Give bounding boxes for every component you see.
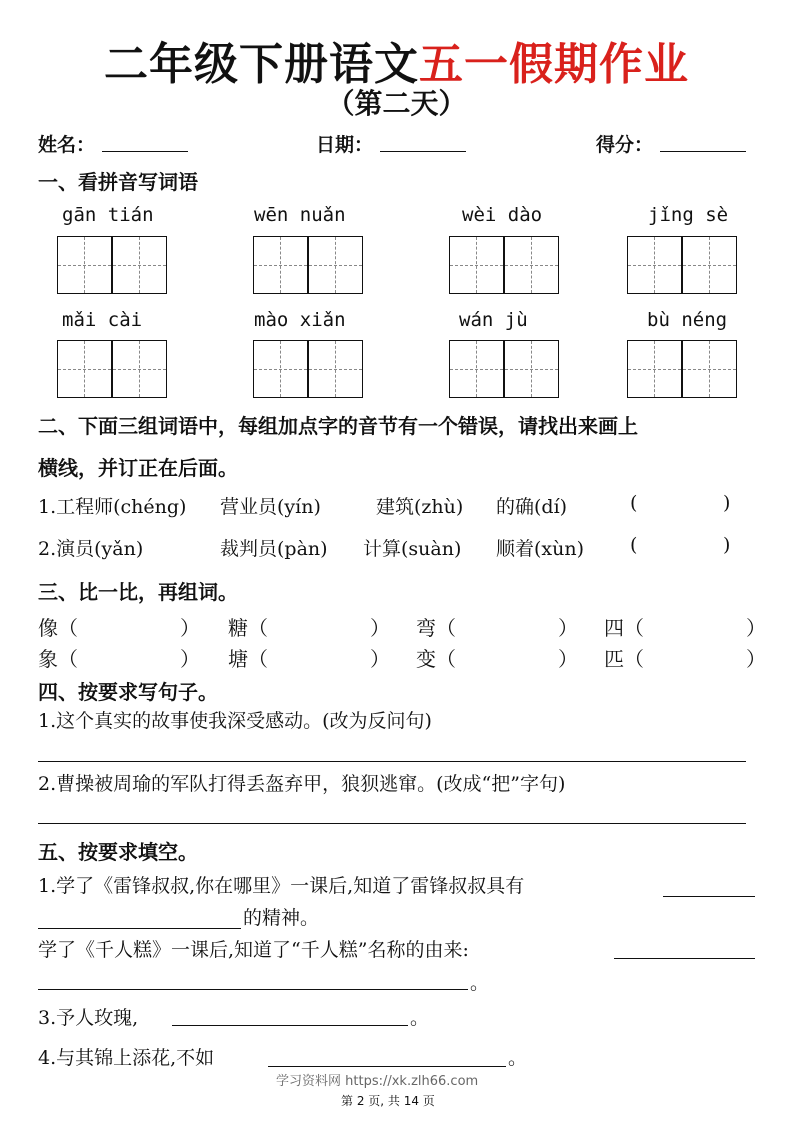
q1-paren-close: ): [723, 492, 731, 514]
watermark: 学习资料网 https://xk.zlh66.com: [276, 1074, 479, 1089]
score-label: 得分：: [596, 134, 654, 156]
q2-word-2: 裁判员(pàn): [220, 538, 328, 560]
q2-word-1: 2.演员(yǎn): [38, 538, 144, 560]
q1-word-2: 营业员(yín): [220, 496, 321, 518]
answer-line[interactable]: [38, 761, 746, 762]
writing-grid[interactable]: [57, 236, 167, 294]
answer-line[interactable]: [663, 896, 755, 897]
page-subtitle: （第二天）: [326, 87, 467, 120]
section1-heading: 一、看拼音写词语: [38, 170, 198, 194]
compare-paren: ）: [746, 647, 766, 671]
section4-q1: 1.这个真实的故事使我深受感动。(改为反问句): [38, 710, 432, 732]
q2-word-3: 计算(suàn): [363, 538, 462, 560]
pinyin-5: mǎi cài: [62, 309, 143, 331]
compare-item: 象（: [38, 647, 78, 671]
writing-grid[interactable]: [627, 236, 737, 294]
section4-q2: 2.曹操被周瑜的军队打得丢盔弃甲，狼狈逃窜。(改成“把”字句): [38, 773, 566, 795]
page-number: 第 2 页, 共 14 页: [341, 1094, 435, 1108]
section4-heading: 四、按要求写句子。: [38, 680, 218, 704]
compare-item: 四（: [604, 616, 644, 640]
compare-item: 变（: [416, 647, 456, 671]
name-field[interactable]: [102, 151, 188, 152]
writing-grid[interactable]: [57, 340, 167, 398]
section5-q2-end: 。: [470, 972, 490, 994]
q1-word-1: 1.工程师(chéng): [38, 496, 187, 518]
q1-word-3: 建筑(zhù): [376, 496, 464, 518]
pinyin-3: wèi dào: [462, 204, 543, 226]
title-black: 二年级下册语文: [104, 39, 419, 90]
section5-q1-text: 1.学了《雷锋叔叔,你在哪里》一课后,知道了雷锋叔叔具有: [38, 875, 525, 897]
score-field[interactable]: [660, 151, 746, 152]
q2-paren-close: ): [723, 534, 731, 556]
title-red: 五一假期作业: [419, 39, 689, 90]
compare-item: 塘（: [228, 647, 268, 671]
section5-q3-text: 3.予人玫瑰,: [38, 1007, 139, 1029]
section5-q3-end: 。: [410, 1007, 430, 1029]
answer-line[interactable]: [268, 1066, 506, 1067]
answer-line[interactable]: [38, 989, 468, 990]
compare-item: 弯（: [416, 616, 456, 640]
pinyin-4: jǐng sè: [648, 204, 729, 226]
compare-item: 糖（: [228, 616, 268, 640]
section5-heading: 五、按要求填空。: [38, 840, 198, 864]
compare-paren: ）: [746, 616, 766, 640]
writing-grid[interactable]: [449, 236, 559, 294]
section5-q2-text: 学了《千人糕》一课后,知道了“千人糕”名称的由来:: [38, 939, 469, 961]
section5-q1-end: 的精神。: [243, 907, 320, 929]
compare-paren: ）: [180, 616, 200, 640]
pinyin-7: wán jù: [459, 309, 528, 331]
answer-line[interactable]: [172, 1025, 408, 1026]
writing-grid[interactable]: [449, 340, 559, 398]
answer-line[interactable]: [614, 958, 755, 959]
section5-q4-text: 4.与其锦上添花,不如: [38, 1047, 215, 1069]
section3-heading: 三、比一比，再组词。: [38, 580, 238, 604]
q1-word-4: 的确(dí): [496, 496, 568, 518]
pinyin-6: mào xiǎn: [254, 309, 346, 331]
compare-paren: ）: [558, 616, 578, 640]
pinyin-8: bù néng: [647, 309, 728, 331]
compare-paren: ）: [558, 647, 578, 671]
compare-item: 像（: [38, 616, 78, 640]
section5-q4-end: 。: [508, 1047, 528, 1069]
writing-grid[interactable]: [627, 340, 737, 398]
writing-grid[interactable]: [253, 340, 363, 398]
q1-paren-open: (: [630, 492, 638, 514]
answer-line[interactable]: [38, 823, 746, 824]
section2-heading-line2: 横线，并订正在后面。: [38, 456, 238, 480]
date-field[interactable]: [380, 151, 466, 152]
answer-line[interactable]: [38, 928, 241, 929]
name-label: 姓名：: [38, 134, 96, 156]
q2-paren-open: (: [630, 534, 638, 556]
compare-paren: ）: [370, 616, 390, 640]
compare-paren: ）: [370, 647, 390, 671]
pinyin-1: gān tián: [62, 204, 154, 226]
pinyin-2: wēn nuǎn: [254, 204, 346, 226]
compare-paren: ）: [180, 647, 200, 671]
section2-heading-line1: 二、下面三组词语中，每组加点字的音节有一个错误，请找出来画上: [38, 414, 638, 438]
compare-item: 匹（: [604, 647, 644, 671]
writing-grid[interactable]: [253, 236, 363, 294]
date-label: 日期：: [316, 134, 374, 156]
q2-word-4: 顺着(xùn): [496, 538, 585, 560]
